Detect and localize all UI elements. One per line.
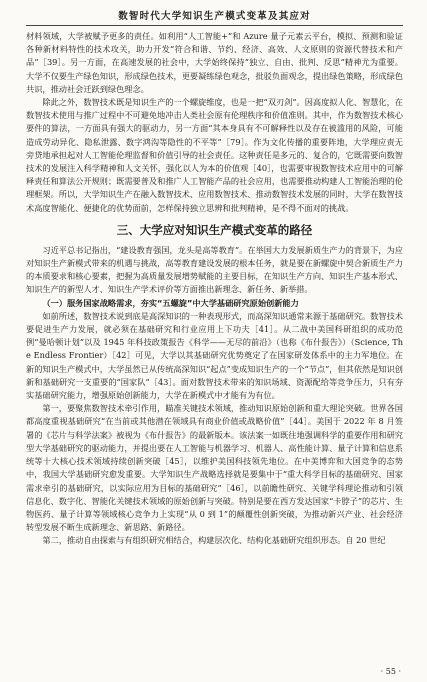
running-header: 数智时代大学知识生产模式变革及其应对: [26, 8, 403, 26]
paragraph-second-point: 第二，推动自由探索与有组织研究相结合，构建层次化、结构化基础研究组织形态。自 20 世纪: [42, 535, 386, 546]
paragraph-education-power: 习近平总书记指出，“建设教育强国，龙头是高等教育”。在举国大力发展新质生产力的背景下，为应对知识生产新模式带来的机遇与挑战，高等教育建设发展的根本任务，就是要在新螺旋中契合新质生产力的本质要求和核心要素，把握为高质量发展增势赋能的主要目标，在知识生产方向、知识生产基本形式、知识生产的新型人才、知识生产学术评价等方面推出新理念、新任务、新举措。: [26, 244, 403, 295]
paragraph-basic-research: 如前所述，数智技术说到底是高深知识的一种表现形式，而高深知识通常来源于基础研究。数智技术要促进生产力发展，就必须在基础研究和行业应用上下功夫［41］。从二战中美国科研组织的成功范例“曼哈顿计划”以及 1945 年科技政策报告《科学——无尽的前沿》（也称《布什报告》）（Science, The Endless Frontier）［42］可见，大学以其基础研究优势奠定了在国家研发体系中的主力军地位。在新的知识生产模式中，大学虽然已从传统高深知识“起点”变成知识生产的一个“节点”，但其依然是知识创新和基础研究一支重要的“国家队”［43］。面对数智技术带来的知识场域、资源配给等竞争压力，只有夯实基础研究能力，增强原始创新能力，大学在新模式中才能有为有位。: [26, 310, 403, 401]
subsection-heading: （一）服务国家战略需求，夯实“五螺旋”中大学基础研究原始创新能力: [42, 297, 299, 308]
section-title: 三、大学应对知识生产模式变革的路径: [116, 222, 313, 237]
paragraph-double-edged-sword: 除此之外，数智技术既是知识生产的一个螺旋维度，也是一把“双刃剑”。因高度拟人化、智慧化，在数智技术使用与推广过程中不可避免地冲击人类社会原有伦理秩序和价值准则。其中，作为数智技术核心要件的算法，一方面具有强大的驱动力，另一方面“其本身具有不可解释性以及存在被滥用的风险，可能造成劳动异化、隐私泄露、数字鸿沟等隐性的不平等”［79］。作为文化传播的重要阵地，大学理应责无旁贷地承担起对人工智能伦理监督和价值引导的社会责任。这种责任是多元的、复合的，它既需要向数智技术的发展注入科学精神和人文关怀，强化以人为本的价值观［40］，也需要审视数智技术应用中的可解释责任和算法公开规则；既需要普及和推广人工智能产品的社会应用，也需要推动构建人工智能治理的伦理框架。所以，大学知识生产在融入数智技术、应用数智技术、推动数智技术发展的同时，大学在数智技术高度智能化、便捷化的优势面前，怎样保持独立思辨和批判精神，是不得不面对的挑战。: [26, 97, 403, 213]
paragraph-first-point: 第一，要聚焦数智技术牵引作用，瞄准关键技术领域，推动知识原始创新和重大理论突破。世界各国都高度重视基础研究“在当前或其他潜在领域具有商业价值或战略价值”［44］。美国于 2022 年 8 月签署的《芯片与科学法案》被视为《布什报告》的最新版本。该法案一如既往地强调科学的重要作用和研究型大学基础研究的驱动能力，并提出要在人工智能与机器学习、机器人、高性能计算、量子计算和信息系统等十大核心技术领域持续创新突破［45］，以维护美国科技领先地位。在中美博弈和大国竞争的态势中，我国大学基础研究愈发重要。大学知识生产战略选择就是要集中于“重大科学目标的基础研究、国家需求牵引的基础研究，以实际应用为目标的基础研究”［46］，以前瞻性研究、关键学科理论推动和引领信息化、数字化、智能化关键技术领域的原始创新与突破。特别是要在西方发达国家“卡脖子”的芯片、生物医药、量子计算等领域核心竞争力上实现“从 0 到 1”的颠覆性创新突破，为推动新兴产业、社会经济转型发展不断生成新理念、新思路、新路径。: [26, 403, 403, 533]
paragraph-green-knowledge: 材料领域，大学被赋予更多的责任。如利用“人工智能+”和 Azure 量子元素云平台，模拟、预测和验证各种新材料特性的技术攻关，助力开发“符合和谐、节约、经济、高效、人文原则的资源代替技术和产品”［39］。另一方面，在高速发展的社会中，大学始终保持“独立、自由、批判、反思”精神尤为重要。大学不仅要生产绿色知识，形成绿色技术，更要凝练绿色观念，批驳负面观念，提出绿色策略，形成绿色共识，推动社会迁跃到绿色理念。: [26, 31, 403, 94]
page-number: · 55 ·: [380, 667, 401, 676]
